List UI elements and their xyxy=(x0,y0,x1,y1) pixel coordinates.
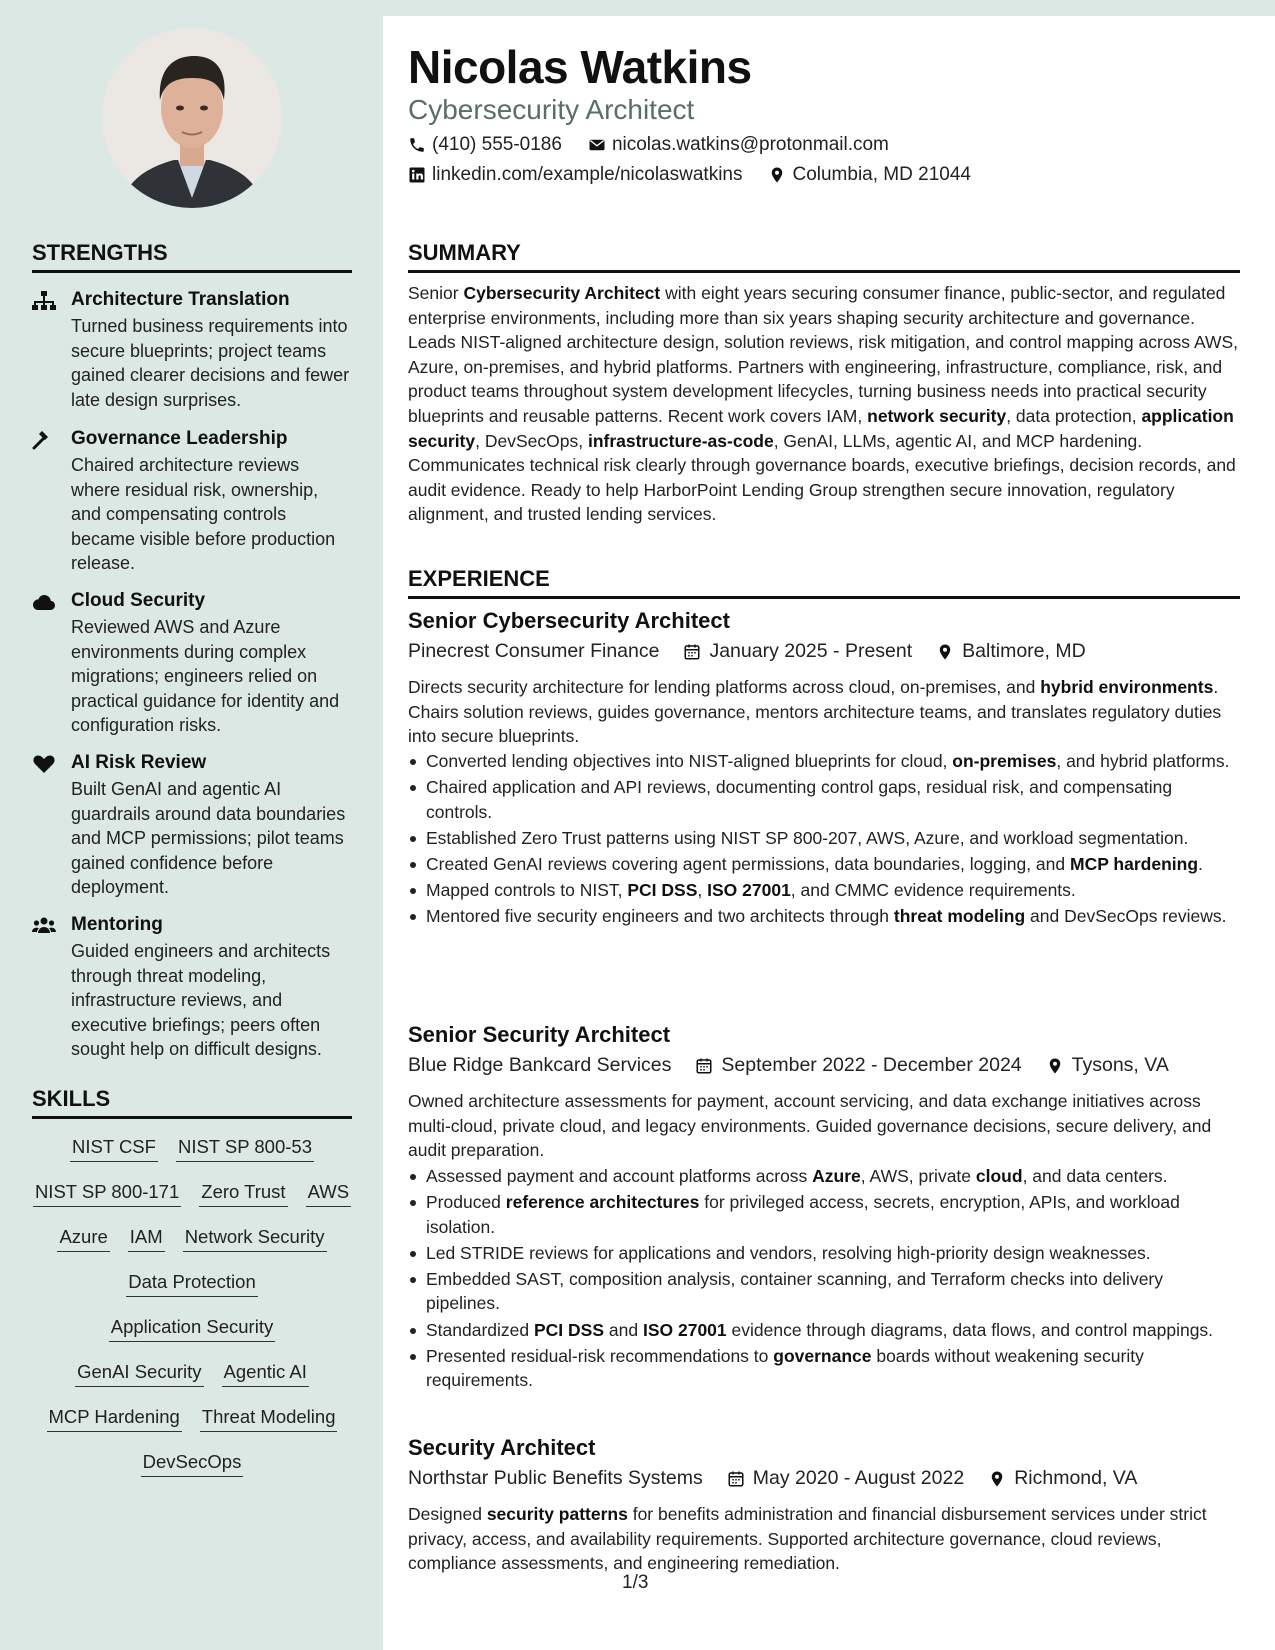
map-pin-icon xyxy=(768,166,786,184)
job-dates: May 2020 - August 2022 xyxy=(752,1467,965,1489)
experience-heading: EXPERIENCE xyxy=(408,566,1240,599)
bold-phrase: PCI DSS xyxy=(534,1319,605,1340)
strength-item xyxy=(32,914,352,1059)
envelope-icon xyxy=(588,136,606,154)
skill-tag: Agentic AI xyxy=(222,1361,309,1387)
cloud-icon xyxy=(32,592,56,612)
bold-phrase: PCI DSS xyxy=(627,879,698,900)
job-dates: September 2022 - December 2024 xyxy=(721,1054,1022,1076)
bold-phrase: reference architectures xyxy=(505,1192,700,1213)
bullet-item: Created GenAI reviews covering agent permissions, data boundaries, logging, and MCP hardening. xyxy=(408,852,1240,877)
job-dates: January 2025 - Present xyxy=(709,640,913,662)
calendar-icon xyxy=(695,1057,713,1075)
strength-desc: Reviewed AWS and Azure environments during complex migrations; engineers relied on practical guidance for identity and configuration risks. xyxy=(71,617,340,735)
skill-tag: Zero Trust xyxy=(199,1181,287,1207)
skill-tag: AWS xyxy=(306,1181,351,1207)
job-title: Security Architect xyxy=(408,1435,596,1460)
location-text: Columbia, MD 21044 xyxy=(792,164,971,185)
skills-row xyxy=(22,1406,362,1432)
skills-row xyxy=(22,1271,362,1297)
bold-phrase: threat modeling xyxy=(893,906,1026,927)
strength-item xyxy=(32,289,352,409)
gavel-icon xyxy=(32,430,56,450)
job-meta xyxy=(408,1467,1137,1490)
job-bullets xyxy=(408,1164,1240,1394)
strength-desc: Guided engineers and architects through threat modeling, infrastructure reviews, and executive briefings; peers often sought help on difficult designs. xyxy=(71,941,331,1059)
summary-text: Senior Cybersecurity Architect with eight years securing consumer finance, public-sector, and regulated enterprise environments, including more than six years shaping security architecture and governance. Leads NIST-aligned architecture design, solution reviews, risk mitigation, and control mapping across AWS, Azure, on-premises, and hybrid platforms. Partners with engineering, infrastructure, compliance, risk, and product teams throughout system development lifecycles, turning business needs into practical security blueprints and reusable patterns. Recent work covers IAM, network security, data protection, application security, DevSecOps, infrastructure-as-code, GenAI, LLMs, agentic AI, and MCP hardening. Communicates technical risk clearly through governance boards, executive briefings, decision records, and audit evidence. Ready to help HarborPoint Lending Group strengthen secure innovation, regulatory alignment, and trusted lending services. xyxy=(408,283,1239,525)
job-title: Senior Cybersecurity Architect xyxy=(408,608,730,633)
job-title: Senior Security Architect xyxy=(408,1022,671,1047)
strength-title: Governance Leadership xyxy=(71,428,288,449)
contact-line-2 xyxy=(408,164,971,186)
bold-phrase: application security xyxy=(408,405,1234,451)
skill-tag: DevSecOps xyxy=(141,1451,244,1477)
job-meta xyxy=(408,1054,1169,1077)
strength-title: Architecture Translation xyxy=(71,289,290,310)
strength-desc: Turned business requirements into secure blueprints; project teams gained clearer decisions and fewer late design surprises. xyxy=(71,316,350,410)
bullet-item: Presented residual-risk recommendations to governance boards without weakening security requirements. xyxy=(408,1344,1240,1393)
bullet-item: Assessed payment and account platforms across Azure, AWS, private cloud, and data centers. xyxy=(408,1164,1240,1189)
skills-row xyxy=(22,1136,362,1162)
bullet-item: Led STRIDE reviews for applications and vendors, resolving high-priority design weaknesses. xyxy=(408,1241,1240,1266)
skills-row xyxy=(22,1316,362,1342)
strength-desc: Chaired architecture reviews where residual risk, ownership, and compensating controls became visible before production release. xyxy=(71,455,336,573)
skills-row xyxy=(22,1361,362,1387)
heart-icon xyxy=(32,754,56,774)
candidate-name: Nicolas Watkins xyxy=(408,41,752,93)
skill-tag: NIST SP 800-171 xyxy=(33,1181,181,1207)
map-pin-icon xyxy=(1046,1057,1064,1075)
skill-tag: Network Security xyxy=(183,1226,327,1252)
linkedin-link[interactable]: linkedin.com/example/nicolaswatkins xyxy=(432,164,743,185)
bullet-item: Mentored five security engineers and two architects through threat modeling and DevSecOps reviews. xyxy=(408,904,1240,929)
bold-phrase: MCP hardening xyxy=(1070,853,1199,874)
skills-row xyxy=(22,1181,362,1207)
job-meta xyxy=(408,640,1086,663)
bold-phrase: on-premises xyxy=(952,751,1057,771)
bold-phrase: network security xyxy=(867,405,1007,426)
sitemap-icon xyxy=(32,291,56,311)
bullet-item: Chaired application and API reviews, documenting control gaps, residual risk, and compensating controls. xyxy=(408,775,1240,824)
candidate-role: Cybersecurity Architect xyxy=(408,94,695,125)
bold-phrase: ISO 27001 xyxy=(707,879,791,900)
skill-tag: MCP Hardening xyxy=(47,1406,182,1432)
job-location: Tysons, VA xyxy=(1071,1054,1169,1076)
phone-number[interactable]: (410) 555-0186 xyxy=(432,134,562,155)
users-icon xyxy=(32,916,56,936)
strength-item xyxy=(32,428,352,573)
bold-phrase: ISO 27001 xyxy=(642,1319,727,1340)
job-company: Northstar Public Benefits Systems xyxy=(408,1467,703,1489)
strength-title: AI Risk Review xyxy=(71,752,207,773)
summary-heading: SUMMARY xyxy=(408,240,1240,273)
page-number: 1/3 xyxy=(622,1572,649,1593)
calendar-icon xyxy=(683,643,701,661)
bullet-item: Standardized PCI DSS and ISO 27001 evidence through diagrams, data flows, and control mappings. xyxy=(408,1318,1240,1343)
bullet-item: Converted lending objectives into NIST-aligned blueprints for cloud, on-premises, and hybrid platforms. xyxy=(408,749,1240,774)
strength-title: Cloud Security xyxy=(71,590,206,611)
strength-item xyxy=(32,590,352,735)
skill-tag: IAM xyxy=(128,1226,165,1252)
bullet-item: Embedded SAST, composition analysis, container scanning, and Terraform checks into delivery pipelines. xyxy=(408,1267,1240,1316)
job-description: Directs security architecture for lending platforms across cloud, on-premises, and hybrid environments. Chairs solution reviews, guides governance, mentors architecture teams, and translates regulatory duties into secure blueprints. xyxy=(408,677,1222,747)
bold-phrase: cloud xyxy=(975,1166,1023,1186)
map-pin-icon xyxy=(936,643,954,661)
skill-tag: Azure xyxy=(57,1226,109,1252)
skill-tag: Data Protection xyxy=(126,1271,258,1297)
skills-row xyxy=(22,1226,362,1252)
job-company: Pinecrest Consumer Finance xyxy=(408,640,660,662)
bullet-item: Produced reference architectures for privileged access, secrets, encryption, APIs, and workload isolation. xyxy=(408,1190,1240,1239)
phone-icon xyxy=(408,136,426,154)
contact-line-1 xyxy=(408,134,889,156)
bold-phrase: Cybersecurity Architect xyxy=(463,283,661,303)
skills-heading: SKILLS xyxy=(32,1086,352,1119)
skill-tag: Threat Modeling xyxy=(200,1406,338,1432)
calendar-icon xyxy=(727,1470,745,1488)
skill-tag: NIST CSF xyxy=(70,1136,158,1162)
bold-phrase: infrastructure-as-code xyxy=(587,430,774,451)
map-pin-icon xyxy=(988,1470,1006,1488)
job-bullets xyxy=(408,749,1240,930)
bullet-item: Established Zero Trust patterns using NIST SP 800-207, AWS, Azure, and workload segmentation. xyxy=(408,826,1240,851)
strength-title: Mentoring xyxy=(71,914,163,935)
top-band xyxy=(383,0,1275,16)
job-description: Owned architecture assessments for payment, account servicing, and data exchange initiatives across multi-cloud, private cloud, and legacy environments. Guided governance decisions, secure delivery, and audit preparation. xyxy=(408,1091,1212,1161)
skill-tag: Application Security xyxy=(109,1316,275,1342)
skill-tag: GenAI Security xyxy=(75,1361,203,1387)
skill-tag: NIST SP 800-53 xyxy=(176,1136,314,1162)
job-description: Designed security patterns for benefits administration and financial disbursement services under strict privacy, access, and availability requirements. Supported architecture governance, cloud reviews, compliance assessments, and engineering remediation. xyxy=(408,1504,1207,1574)
job-location: Baltimore, MD xyxy=(962,640,1086,662)
bullet-item: Mapped controls to NIST, PCI DSS, ISO 27001, and CMMC evidence requirements. xyxy=(408,878,1240,903)
bold-phrase: hybrid environments xyxy=(1040,677,1214,697)
strength-item xyxy=(32,752,352,897)
strengths-heading: STRENGTHS xyxy=(32,240,352,273)
bold-phrase: governance xyxy=(773,1345,872,1366)
skills-row xyxy=(22,1451,362,1477)
bold-phrase: Azure xyxy=(812,1166,861,1186)
profile-photo xyxy=(102,28,282,208)
job-company: Blue Ridge Bankcard Services xyxy=(408,1054,672,1076)
bold-phrase: security patterns xyxy=(486,1504,628,1524)
linkedin-icon xyxy=(408,166,426,184)
email-link[interactable]: nicolas.watkins@protonmail.com xyxy=(611,134,889,155)
job-location: Richmond, VA xyxy=(1014,1467,1138,1489)
strength-desc: Built GenAI and agentic AI guardrails around data boundaries and MCP permissions; pilot teams gained confidence before deployment. xyxy=(71,779,346,897)
